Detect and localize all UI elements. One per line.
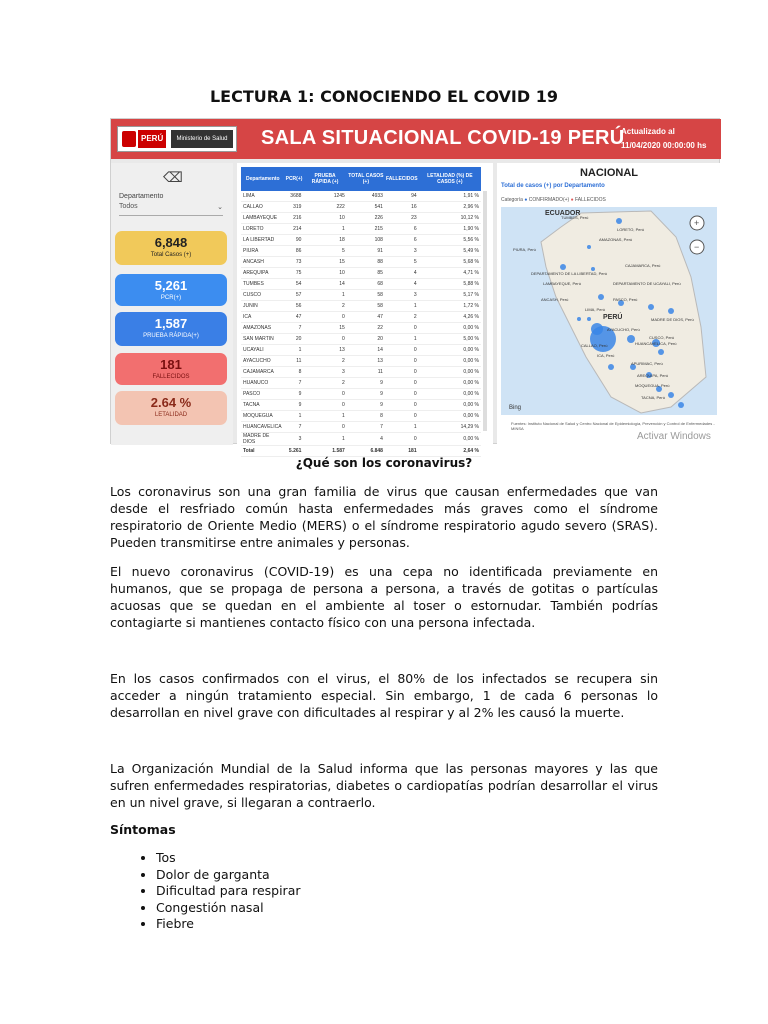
- table-cell: 0,00 %: [419, 411, 481, 422]
- legend-deaths-dot-icon: ●: [570, 197, 574, 203]
- table-cell: 0: [303, 400, 346, 411]
- table-cell: 73: [285, 257, 304, 268]
- case-bubble[interactable]: [560, 264, 566, 270]
- map-label: LAMBAYEQUE, Perú: [543, 281, 581, 286]
- table-cell: 85: [347, 268, 385, 279]
- table-cell: TUMBES: [241, 279, 285, 290]
- table-header-cell[interactable]: PRUEBA RÁPIDA (+): [303, 167, 346, 191]
- table-cell: 90: [285, 235, 304, 246]
- symptoms-heading: Síntomas: [110, 822, 176, 837]
- table-cell: 7: [347, 422, 385, 433]
- chevron-down-icon: ⌄: [217, 204, 223, 211]
- table-cell: 3: [303, 367, 346, 378]
- filter-label: Departamento: [119, 193, 164, 200]
- table-cell: 1: [285, 345, 304, 356]
- table-cell: 0: [385, 345, 419, 356]
- table-cell: 16: [385, 202, 419, 213]
- total-cell: 2,64 %: [419, 446, 481, 457]
- table-cell: 222: [303, 202, 346, 213]
- case-bubble[interactable]: [658, 349, 664, 355]
- table-cell: 15: [303, 323, 346, 334]
- table-cell: 319: [285, 202, 304, 213]
- updated-value: 11/04/2020 00:00:00 hs: [621, 141, 707, 150]
- table-row[interactable]: [241, 224, 481, 235]
- dashboard-title: SALA SITUACIONAL COVID-19 PERÚ: [261, 127, 625, 149]
- table-cell: 22: [347, 323, 385, 334]
- table-cell: CUSCO: [241, 290, 285, 301]
- table-cell: 215: [347, 224, 385, 235]
- symptom-item: • Dificultad para respirar: [156, 883, 301, 900]
- table-cell: 4,26 %: [419, 312, 481, 323]
- table-cell: 86: [285, 246, 304, 257]
- table-cell: ANCASH: [241, 257, 285, 268]
- table-cell: 20: [285, 334, 304, 345]
- table-cell: PASCO: [241, 389, 285, 400]
- table-cell: ICA: [241, 312, 285, 323]
- table-header-cell[interactable]: FALLECIDOS: [385, 167, 419, 191]
- table-cell: 47: [347, 312, 385, 323]
- map-label: ECUADOR: [545, 210, 581, 217]
- summary-panel: [111, 163, 233, 445]
- table-row[interactable]: [241, 290, 481, 301]
- pcr-card: [115, 274, 227, 306]
- legend-label: Categoría: [501, 197, 523, 203]
- table-cell: 57: [285, 290, 304, 301]
- table-row[interactable]: [241, 433, 481, 446]
- table-cell: 1,72 %: [419, 301, 481, 312]
- eraser-icon[interactable]: ⌫: [163, 169, 183, 185]
- table-cell: 2: [303, 356, 346, 367]
- table-row[interactable]: [241, 400, 481, 411]
- table-cell: 10: [303, 268, 346, 279]
- map-title: NACIONAL: [579, 167, 639, 179]
- table-cell: CAJAMARCA: [241, 367, 285, 378]
- table-cell: HUANCAVELICA: [241, 422, 285, 433]
- map-subtitle: Total de casos (+) por Departamento: [501, 183, 605, 189]
- table-row[interactable]: [241, 411, 481, 422]
- rapid-test-card: [115, 312, 227, 346]
- table-cell: 2: [303, 301, 346, 312]
- case-bubble[interactable]: [648, 304, 654, 310]
- table-cell: 1: [385, 334, 419, 345]
- map-label: APURIMAC, Perú: [631, 361, 663, 366]
- department-select[interactable]: [119, 203, 223, 216]
- table-cell: 6: [385, 224, 419, 235]
- table-cell: 216: [285, 213, 304, 224]
- map-label: PERÚ: [603, 314, 623, 321]
- symptom-item: • Dolor de garganta: [156, 867, 301, 884]
- map-label: PASCO, Perú: [613, 297, 638, 302]
- map-label: ANCASH, Perú: [541, 297, 569, 302]
- map-svg: [501, 207, 717, 415]
- total-cell: 5.261: [285, 446, 304, 457]
- table-cell: 47: [285, 312, 304, 323]
- table-cell: AREQUIPA: [241, 268, 285, 279]
- table-cell: 88: [347, 257, 385, 268]
- table-row[interactable]: [241, 334, 481, 345]
- peru-map[interactable]: [501, 207, 717, 415]
- department-table: [241, 167, 481, 457]
- logo-peru: PERÚ: [138, 130, 166, 148]
- paragraph-4: La Organización Mundial de la Salud informa que las personas mayores y las que sufren enfermedades respiratorias, diabetes o cardiopatías podrían desarrollar el virus en un nivel grave, si llegaran a contraerlo.: [110, 761, 658, 810]
- total-cell: 6.848: [347, 446, 385, 457]
- table-cell: 10,12 %: [419, 213, 481, 224]
- table-cell: 0,00 %: [419, 400, 481, 411]
- case-bubble[interactable]: [587, 245, 591, 249]
- table-cell: 0,00 %: [419, 345, 481, 356]
- table-cell: 9: [285, 389, 304, 400]
- case-bubble[interactable]: [668, 308, 674, 314]
- table-cell: 0: [385, 378, 419, 389]
- table-cell: 2: [385, 312, 419, 323]
- map-footer: Fuentes: Instituto Nacional de Salud y Centro Nacional de Epidemiología, Prevención y Control de Enfermedades - MINSA: [511, 421, 715, 431]
- table-cell: 0: [303, 389, 346, 400]
- table-cell: 0: [385, 400, 419, 411]
- case-bubble[interactable]: [587, 317, 591, 321]
- map-label: PIURA, Perú: [513, 247, 536, 252]
- case-bubble[interactable]: [616, 218, 622, 224]
- table-cell: 1245: [303, 191, 346, 202]
- svg-text:−: −: [694, 242, 700, 252]
- map-label: MOQUEGUA, Perú: [635, 383, 670, 388]
- table-cell: 15: [303, 257, 346, 268]
- table-cell: 0,00 %: [419, 378, 481, 389]
- table-cell: 91: [347, 246, 385, 257]
- minsa-logo: [117, 126, 237, 152]
- map-legend: [501, 197, 606, 203]
- table-cell: CALLAO: [241, 202, 285, 213]
- paragraph-2: El nuevo coronavirus (COVID-19) es una cepa no identificada previamente en humanos, que se propaga de persona a persona, a través de gotitas o partículas acuosas que se quedan en el ambiente al toser o estornudar. También podrías contagiarte si mantienes contacto físico con una persona infectada.: [110, 564, 658, 630]
- table-cell: 0: [385, 367, 419, 378]
- total-cases-card: [115, 231, 227, 265]
- table-row[interactable]: [241, 422, 481, 433]
- table-row[interactable]: [241, 235, 481, 246]
- table-cell: 14: [303, 279, 346, 290]
- table-cell: 4,71 %: [419, 268, 481, 279]
- table-cell: 0: [303, 422, 346, 433]
- table-cell: 3: [285, 433, 304, 446]
- table-cell: 58: [347, 301, 385, 312]
- table-cell: 3: [385, 246, 419, 257]
- case-bubble[interactable]: [577, 317, 581, 321]
- activate-windows-watermark: Activar Windows: [637, 431, 711, 442]
- card-value: 6,848: [154, 235, 188, 250]
- table-cell: 3688: [285, 191, 304, 202]
- deaths-card: [115, 353, 227, 385]
- map-label: DEPARTAMENTO DE UCAYALI, Perú: [613, 281, 681, 286]
- case-bubble[interactable]: [608, 364, 614, 370]
- table-cell: 226: [347, 213, 385, 224]
- table-cell: 214: [285, 224, 304, 235]
- map-label: CAJAMARCA, Perú: [625, 263, 661, 268]
- table-cell: 0: [303, 312, 346, 323]
- card-value: 2.64 %: [150, 395, 192, 410]
- updated-label: Actualizado al: [621, 127, 675, 136]
- table-cell: 541: [347, 202, 385, 213]
- table-cell: 108: [347, 235, 385, 246]
- table-cell: 8: [347, 411, 385, 422]
- department-table-panel: [237, 163, 493, 454]
- paragraph-1: Los coronavirus son una gran familia de virus que causan enfermedades que van desde el resfriado común hasta enfermedades más graves como el síndrome respiratorio de Oriente Medio (MERS) o el síndrome respiratorio agudo severo (SRAS). Pueden transmitirse entre animales y personas.: [110, 484, 658, 550]
- card-label: PCR(+): [160, 295, 182, 301]
- table-cell: 54: [285, 279, 304, 290]
- table-cell: 0,00 %: [419, 323, 481, 334]
- table-row[interactable]: [241, 213, 481, 224]
- symptom-item: • Tos: [156, 850, 301, 867]
- map-label: AYACUCHO, Perú: [607, 327, 640, 332]
- table-cell: LA LIBERTAD: [241, 235, 285, 246]
- table-cell: 4: [347, 433, 385, 446]
- table-row[interactable]: [241, 323, 481, 334]
- card-value: 181: [160, 357, 182, 372]
- table-cell: 9: [347, 400, 385, 411]
- table-cell: 5,68 %: [419, 257, 481, 268]
- table-cell: 2,96 %: [419, 202, 481, 213]
- covid-dashboard-image: [110, 118, 720, 454]
- card-label: FALLECIDOS: [152, 374, 190, 380]
- filter-value: Todos: [119, 203, 138, 210]
- card-value: 1,587: [154, 316, 188, 331]
- table-cell: 0,00 %: [419, 356, 481, 367]
- paragraph-3: En los casos confirmados con el virus, el 80% de los infectados se recupera sin acceder a ningún tratamiento especial. Sin embargo, 1 de cada 6 personas lo desarrollan en nivel grave con dificultades al respirar y al 2% les causó la muerte.: [110, 671, 658, 720]
- table-cell: 5,88 %: [419, 279, 481, 290]
- table-cell: 4933: [347, 191, 385, 202]
- table-cell: 2: [303, 378, 346, 389]
- case-bubble[interactable]: [627, 335, 635, 343]
- map-label: CALLAO, Perú: [581, 343, 608, 348]
- map-label: TUMBES, Perú: [561, 215, 589, 220]
- card-label: LETALIDAD: [154, 412, 188, 418]
- table-row[interactable]: [241, 301, 481, 312]
- table-cell: 0,00 %: [419, 367, 481, 378]
- table-cell: 6: [385, 235, 419, 246]
- table-row[interactable]: [241, 312, 481, 323]
- section-subtitle: ¿Qué son los coronavirus?: [295, 456, 473, 470]
- symptom-item: • Fiebre: [156, 916, 301, 933]
- table-total-row: [241, 446, 481, 457]
- map-label: AMAZONAS, Perú: [599, 237, 633, 242]
- table-cell: 1: [385, 301, 419, 312]
- card-label: PRUEBA RÁPIDA(+): [143, 333, 199, 339]
- table-cell: 5,17 %: [419, 290, 481, 301]
- table-cell: 14,29 %: [419, 422, 481, 433]
- table-cell: PIURA: [241, 246, 285, 257]
- table-cell: JUNIN: [241, 301, 285, 312]
- coat-of-arms-icon: [122, 131, 136, 147]
- table-cell: 0: [385, 323, 419, 334]
- map-label: TACNA, Perú: [641, 395, 665, 400]
- table-cell: 13: [347, 356, 385, 367]
- table-cell: 7: [285, 323, 304, 334]
- map-label: LORETO, Perú: [617, 227, 645, 232]
- legend-deaths: FALLECIDOS: [575, 197, 606, 203]
- table-row[interactable]: [241, 257, 481, 268]
- table-cell: 4: [385, 268, 419, 279]
- table-cell: 0: [385, 356, 419, 367]
- symptoms-list: [110, 850, 301, 933]
- table-cell: 5,49 %: [419, 246, 481, 257]
- table-cell: LAMBAYEQUE: [241, 213, 285, 224]
- table-cell: 0,00 %: [419, 389, 481, 400]
- table-row[interactable]: [241, 268, 481, 279]
- case-bubble[interactable]: [678, 402, 684, 408]
- table-cell: UCAYALI: [241, 345, 285, 356]
- total-cell: 181: [385, 446, 419, 457]
- table-cell: 0,00 %: [419, 433, 481, 446]
- map-label: DEPARTAMENTO DE LA LIBERTAD, Perú: [531, 271, 608, 276]
- table-cell: 75: [285, 268, 304, 279]
- table-cell: MOQUEGUA: [241, 411, 285, 422]
- table-cell: 10: [303, 213, 346, 224]
- table-cell: 11: [285, 356, 304, 367]
- svg-text:+: +: [694, 218, 700, 228]
- case-bubble[interactable]: [668, 392, 674, 398]
- dashboard-header: [111, 119, 721, 159]
- table-cell: 23: [385, 213, 419, 224]
- table-cell: 0: [303, 334, 346, 345]
- table-cell: 20: [347, 334, 385, 345]
- map-panel: [497, 163, 721, 445]
- table-row[interactable]: [241, 279, 481, 290]
- table-cell: 1: [285, 411, 304, 422]
- table-cell: 1: [303, 433, 346, 446]
- table-cell: 58: [347, 290, 385, 301]
- table-cell: 8: [285, 367, 304, 378]
- table-cell: 1: [385, 422, 419, 433]
- lethality-card: [115, 391, 227, 425]
- map-label: AREQUIPA, Perú: [637, 373, 669, 378]
- table-cell: 1,90 %: [419, 224, 481, 235]
- table-cell: 5,56 %: [419, 235, 481, 246]
- table-cell: 3: [385, 290, 419, 301]
- table-cell: 5: [385, 257, 419, 268]
- map-label: MADRE DE DIOS, Perú: [651, 317, 694, 322]
- table-cell: LIMA: [241, 191, 285, 202]
- table-cell: AMAZONAS: [241, 323, 285, 334]
- table-cell: 1: [303, 224, 346, 235]
- card-label: Total Casos (+): [150, 252, 192, 258]
- table-cell: 13: [303, 345, 346, 356]
- total-cell: Total: [241, 446, 285, 457]
- legend-confirmed-dot-icon: ●: [524, 197, 528, 203]
- table-cell: 1: [303, 411, 346, 422]
- table-cell: LORETO: [241, 224, 285, 235]
- table-cell: 9: [347, 378, 385, 389]
- total-cell: 1.587: [303, 446, 346, 457]
- document-title: LECTURA 1: CONOCIENDO EL COVID 19: [209, 87, 558, 106]
- table-cell: 5,00 %: [419, 334, 481, 345]
- table-header-cell[interactable]: LETALIDAD (%) DE CASOS (+): [419, 167, 481, 191]
- table-cell: 14: [347, 345, 385, 356]
- table-cell: SAN MARTIN: [241, 334, 285, 345]
- table-row[interactable]: [241, 389, 481, 400]
- symptom-item: • Congestión nasal: [156, 900, 301, 917]
- table-row[interactable]: [241, 202, 481, 213]
- table-row[interactable]: [241, 356, 481, 367]
- legend-confirmed: CONFIRMADO(+): [528, 197, 570, 203]
- table-cell: 4: [385, 279, 419, 290]
- table-cell: HUANUCO: [241, 378, 285, 389]
- table-row[interactable]: [241, 345, 481, 356]
- map-label: HUANCAVELICA, Perú: [635, 341, 677, 346]
- table-cell: 1: [303, 290, 346, 301]
- table-header-cell[interactable]: Departamento: [241, 167, 285, 191]
- table-cell: 0: [385, 433, 419, 446]
- table-cell: 18: [303, 235, 346, 246]
- logo-ministry: Ministerio de Salud: [171, 130, 233, 148]
- table-cell: 11: [347, 367, 385, 378]
- table-cell: 0: [385, 389, 419, 400]
- table-cell: TACNA: [241, 400, 285, 411]
- table-row[interactable]: [241, 246, 481, 257]
- table-header-cell[interactable]: PCR(+): [285, 167, 304, 191]
- table-cell: 56: [285, 301, 304, 312]
- table-cell: MADRE DE DIOS: [241, 433, 285, 446]
- map-label: CUSCO, Perú: [649, 335, 675, 340]
- map-label: ICA, Perú: [597, 353, 615, 358]
- bing-logo: Bing: [509, 405, 522, 411]
- table-cell: 68: [347, 279, 385, 290]
- table-cell: 9: [285, 400, 304, 411]
- map-label: LIMA, Perú: [585, 307, 606, 312]
- table-header-cell[interactable]: TOTAL CASOS (+): [347, 167, 385, 191]
- table-cell: 7: [285, 422, 304, 433]
- table-cell: 1,91 %: [419, 191, 481, 202]
- table-cell: 5: [303, 246, 346, 257]
- table-row[interactable]: [241, 191, 481, 202]
- case-bubble[interactable]: [598, 294, 604, 300]
- table-scrollbar[interactable]: [483, 191, 487, 431]
- table-cell: AYACUCHO: [241, 356, 285, 367]
- table-cell: 0: [385, 411, 419, 422]
- card-value: 5,261: [154, 278, 188, 293]
- table-row[interactable]: [241, 378, 481, 389]
- table-cell: 7: [285, 378, 304, 389]
- table-cell: 94: [385, 191, 419, 202]
- table-cell: 9: [347, 389, 385, 400]
- table-row[interactable]: [241, 367, 481, 378]
